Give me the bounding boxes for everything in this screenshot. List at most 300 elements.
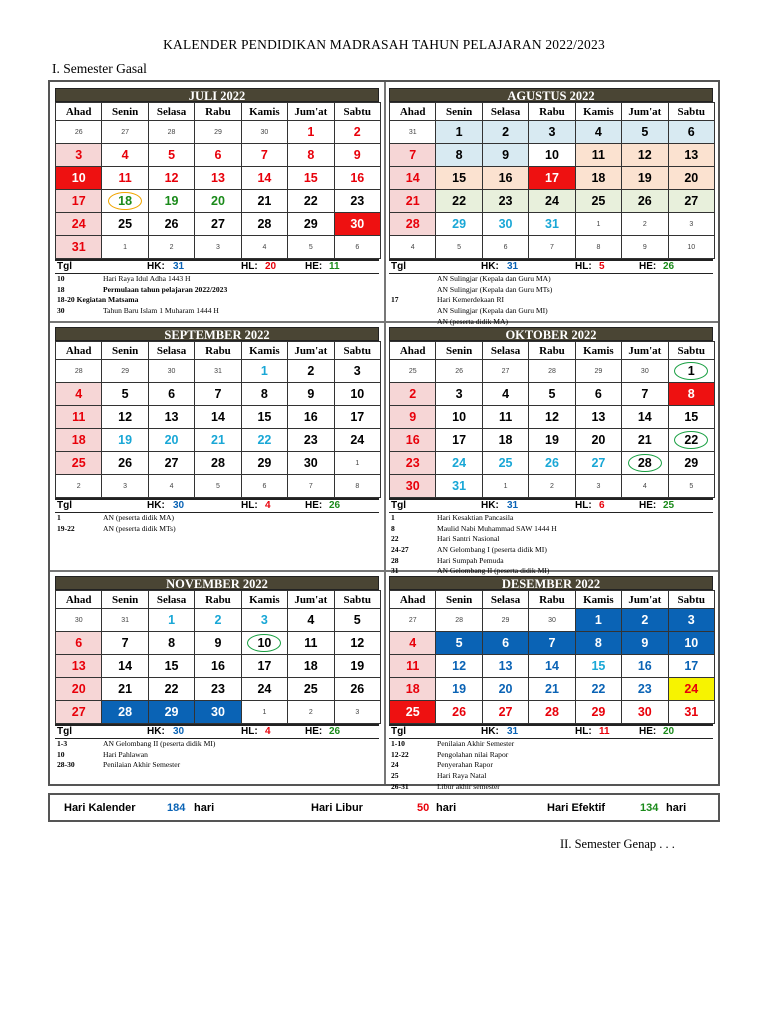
date-cell <box>482 475 528 498</box>
date-number: 27 <box>684 194 699 208</box>
week-row <box>56 236 381 259</box>
day-name-header: Jum'at <box>622 591 668 609</box>
date-cell <box>622 190 668 213</box>
date-cell <box>436 678 482 701</box>
day-name-header: Kamis <box>575 342 621 360</box>
note-text: Hari Santri Nasional <box>437 534 500 544</box>
date-cell <box>148 213 194 236</box>
note-date: 24 <box>391 760 399 770</box>
note-text: Pengolahan nilai Rapor <box>437 749 509 759</box>
date-cell <box>482 360 528 383</box>
date-number: 27 <box>71 705 86 719</box>
week-row <box>390 632 715 655</box>
date-cell <box>241 213 287 236</box>
date-cell <box>56 701 102 724</box>
week-row <box>56 701 381 724</box>
stat-hk-value: 30 <box>173 500 185 511</box>
date-cell <box>148 236 194 259</box>
note-text: Hari Raya Idul Adha 1443 H <box>103 274 191 283</box>
date-cell <box>668 213 714 236</box>
date-cell <box>102 383 148 406</box>
date-number: 29 <box>257 456 272 470</box>
date-number: 17 <box>350 410 365 424</box>
stat-he-label: HE: <box>305 726 323 737</box>
stat-hk-value: 31 <box>173 261 185 272</box>
date-number: 22 <box>452 194 467 208</box>
note-date: 28-30 <box>57 760 75 770</box>
date-cell <box>482 452 528 475</box>
date-cell <box>102 452 148 475</box>
date-number: 6 <box>355 243 360 251</box>
note-date: 26-31 <box>391 781 409 791</box>
date-number: 13 <box>591 410 606 424</box>
week-row <box>390 360 715 383</box>
date-number: 22 <box>257 433 272 447</box>
date-number: 20 <box>498 682 513 696</box>
date-cell <box>390 383 436 406</box>
date-number: 9 <box>353 148 361 162</box>
day-name-header: Senin <box>102 342 148 360</box>
date-cell <box>482 609 528 632</box>
note-text: Penilaian Akhir Semester <box>437 739 515 748</box>
date-number: 21 <box>545 682 559 696</box>
date-cell <box>622 360 668 383</box>
date-cell <box>334 236 380 259</box>
date-cell <box>334 360 380 383</box>
date-number: 2 <box>214 613 222 627</box>
date-cell <box>668 609 714 632</box>
day-name-header: Rabu <box>195 591 241 609</box>
date-cell <box>482 678 528 701</box>
date-cell <box>668 167 714 190</box>
date-number: 31 <box>121 616 130 624</box>
date-cell <box>575 452 621 475</box>
stat-hk-label: HK: <box>147 500 165 511</box>
date-cell <box>334 406 380 429</box>
stat-tgl-label: Tgl <box>391 726 406 737</box>
note-text: AN Gelombang II (peserta didik MI) <box>437 566 550 576</box>
date-cell <box>288 429 334 452</box>
date-cell <box>102 144 148 167</box>
date-number: 8 <box>168 636 176 650</box>
date-cell <box>482 383 528 406</box>
note-text: AN (peserta didik MTs) <box>103 523 176 533</box>
day-name-header: Jum'at <box>288 103 334 121</box>
day-name-header: Ahad <box>390 591 436 609</box>
date-number: 27 <box>498 705 513 719</box>
day-name-header: Selasa <box>148 342 194 360</box>
date-cell <box>195 678 241 701</box>
date-cell <box>436 236 482 259</box>
date-number: 30 <box>405 479 420 493</box>
date-cell <box>390 701 436 724</box>
date-number: 24 <box>684 682 699 696</box>
date-number: 1 <box>455 125 463 139</box>
date-cell <box>102 121 148 144</box>
day-name-header: Senin <box>436 591 482 609</box>
note-text: Hari Pahlawan <box>103 749 148 759</box>
date-number: 1 <box>503 482 508 490</box>
date-number: 31 <box>452 479 467 493</box>
month-title: AGUSTUS 2022 <box>389 88 713 102</box>
date-number: 8 <box>596 243 601 251</box>
date-cell <box>102 609 148 632</box>
note-date: 8 <box>391 523 395 533</box>
month-notes <box>389 274 713 327</box>
date-number: 10 <box>452 410 467 424</box>
date-cell <box>436 452 482 475</box>
date-cell <box>529 406 575 429</box>
date-number: 10 <box>687 243 696 251</box>
date-number: 17 <box>684 659 699 673</box>
date-cell <box>390 121 436 144</box>
day-name-header: Rabu <box>195 103 241 121</box>
date-cell <box>622 452 668 475</box>
note-date: 1 <box>391 513 395 522</box>
date-number: 27 <box>408 616 417 624</box>
note-row <box>55 739 379 750</box>
date-cell <box>436 609 482 632</box>
date-number: 14 <box>637 410 652 424</box>
note-text: Hari Sumpah Pemuda <box>437 555 504 565</box>
month-title: NOVEMBER 2022 <box>55 576 379 590</box>
date-cell <box>288 475 334 498</box>
frame-divider-vertical <box>384 82 386 784</box>
note-date: 1-3 <box>57 739 68 748</box>
date-cell <box>622 609 668 632</box>
date-number: 2 <box>308 708 313 716</box>
stat-hl-label: HL: <box>241 500 258 511</box>
date-number: 15 <box>164 659 179 673</box>
day-name-header: Senin <box>436 103 482 121</box>
date-number: 2 <box>641 613 649 627</box>
date-cell <box>575 609 621 632</box>
date-number: 18 <box>71 433 86 447</box>
note-date: 12-22 <box>391 749 409 759</box>
date-number: 25 <box>303 682 318 696</box>
date-number: 20 <box>591 433 606 447</box>
date-number: 4 <box>307 613 315 627</box>
date-number: 7 <box>409 148 417 162</box>
date-cell <box>390 167 436 190</box>
date-cell <box>195 452 241 475</box>
date-cell <box>575 360 621 383</box>
date-cell <box>334 678 380 701</box>
week-row <box>56 678 381 701</box>
day-name-header: Ahad <box>390 103 436 121</box>
date-number: 22 <box>164 682 179 696</box>
date-number: 17 <box>545 171 559 185</box>
date-number: 29 <box>303 217 318 231</box>
date-cell <box>436 475 482 498</box>
date-number: 3 <box>548 125 556 139</box>
date-cell <box>102 406 148 429</box>
date-number: 30 <box>548 616 556 624</box>
note-row <box>55 760 379 771</box>
date-cell <box>575 167 621 190</box>
date-cell <box>148 475 194 498</box>
stat-hk-label: HK: <box>481 261 499 272</box>
date-number: 11 <box>591 148 605 162</box>
date-number: 28 <box>405 217 420 231</box>
date-number: 9 <box>642 243 647 251</box>
date-cell <box>482 236 528 259</box>
date-number: 28 <box>637 456 652 470</box>
date-cell <box>148 190 194 213</box>
date-number: 5 <box>216 482 220 490</box>
date-cell <box>102 678 148 701</box>
date-cell <box>622 678 668 701</box>
date-cell <box>575 406 621 429</box>
date-number: 26 <box>452 705 467 719</box>
week-row <box>390 167 715 190</box>
date-cell <box>241 167 287 190</box>
date-number: 3 <box>455 387 463 401</box>
note-row <box>55 274 379 285</box>
date-number: 5 <box>353 613 361 627</box>
date-cell <box>195 701 241 724</box>
date-number: 24 <box>545 194 559 208</box>
date-number: 25 <box>405 705 420 719</box>
date-number: 14 <box>118 659 133 673</box>
date-cell <box>575 236 621 259</box>
stat-tgl-label: Tgl <box>391 261 406 272</box>
date-number: 8 <box>307 148 315 162</box>
note-row <box>55 295 379 306</box>
month-calendar <box>55 88 379 317</box>
date-cell <box>102 236 148 259</box>
date-number: 21 <box>637 433 652 447</box>
date-cell <box>195 429 241 452</box>
date-cell <box>622 383 668 406</box>
date-number: 1 <box>596 220 601 228</box>
day-name-header: Sabtu <box>668 342 714 360</box>
note-text: AN (peserta didik MA) <box>437 316 509 326</box>
week-row <box>390 190 715 213</box>
summary-efektif-value: 134 <box>640 802 659 814</box>
date-cell <box>436 429 482 452</box>
date-cell <box>56 678 102 701</box>
note-date: 18 <box>57 284 65 294</box>
semester-label: I. Semester Gasal <box>52 61 147 76</box>
date-cell <box>288 406 334 429</box>
date-number: 15 <box>257 410 272 424</box>
stat-he-label: HE: <box>305 500 323 511</box>
date-cell <box>390 406 436 429</box>
date-cell <box>56 655 102 678</box>
date-cell <box>56 144 102 167</box>
note-date: 28 <box>391 555 399 565</box>
note-date: 1-10 <box>391 739 405 748</box>
semester-genap-label: II. Semester Genap . . . <box>560 837 675 851</box>
date-cell <box>195 167 241 190</box>
date-number: 19 <box>350 659 365 673</box>
week-row <box>56 452 381 475</box>
date-cell <box>148 632 194 655</box>
date-number: 18 <box>405 682 420 696</box>
date-number: 12 <box>452 659 467 673</box>
date-cell <box>668 475 714 498</box>
date-cell <box>575 383 621 406</box>
month-calendar <box>389 576 713 792</box>
date-cell <box>288 678 334 701</box>
note-row <box>55 524 379 535</box>
date-cell <box>148 121 194 144</box>
date-number: 22 <box>684 433 699 447</box>
date-number: 9 <box>214 636 222 650</box>
date-number: 5 <box>457 243 462 251</box>
month-grid <box>55 341 381 498</box>
date-number: 11 <box>304 636 318 650</box>
day-name-header: Rabu <box>529 342 575 360</box>
date-number: 25 <box>118 217 133 231</box>
month-stats <box>55 259 379 274</box>
day-name-header: Ahad <box>390 342 436 360</box>
date-cell <box>529 121 575 144</box>
date-cell <box>482 406 528 429</box>
date-cell <box>668 236 714 259</box>
date-cell <box>288 213 334 236</box>
date-number: 11 <box>406 659 420 673</box>
date-cell <box>334 167 380 190</box>
date-cell <box>529 360 575 383</box>
week-row <box>56 213 381 236</box>
date-cell <box>390 655 436 678</box>
date-cell <box>482 121 528 144</box>
week-row <box>390 678 715 701</box>
month-title: OKTOBER 2022 <box>389 327 713 341</box>
date-cell <box>148 360 194 383</box>
month-notes <box>389 513 713 577</box>
date-number: 30 <box>167 367 176 375</box>
date-number: 5 <box>689 482 694 490</box>
note-row <box>389 513 713 524</box>
date-cell <box>482 144 528 167</box>
day-name-header: Sabtu <box>334 103 380 121</box>
day-name-header: Kamis <box>241 103 287 121</box>
date-cell <box>529 678 575 701</box>
day-name-header: Selasa <box>482 103 528 121</box>
date-cell <box>575 429 621 452</box>
date-number: 2 <box>502 125 510 139</box>
date-cell <box>56 121 102 144</box>
date-cell <box>241 406 287 429</box>
date-number: 28 <box>211 456 225 470</box>
date-cell <box>668 121 714 144</box>
note-text: Hari Kemerdekaan RI <box>437 295 505 305</box>
date-cell <box>390 429 436 452</box>
week-row <box>56 360 381 383</box>
day-name-header: Rabu <box>195 342 241 360</box>
date-cell <box>622 475 668 498</box>
stat-he-label: HE: <box>639 261 657 272</box>
date-number: 23 <box>637 682 652 696</box>
date-cell <box>195 609 241 632</box>
stat-hl-value: 4 <box>265 500 271 511</box>
date-number: 9 <box>409 410 417 424</box>
date-number: 28 <box>548 367 556 375</box>
date-cell <box>288 144 334 167</box>
date-number: 2 <box>307 364 315 378</box>
date-cell <box>668 406 714 429</box>
date-number: 1 <box>355 459 360 467</box>
note-text: Libur akhir semester <box>437 781 500 791</box>
date-number: 29 <box>452 217 467 231</box>
date-cell <box>334 701 380 724</box>
week-row <box>390 609 715 632</box>
month-title: SEPTEMBER 2022 <box>55 327 379 341</box>
day-name-header: Jum'at <box>288 342 334 360</box>
date-number: 20 <box>684 171 699 185</box>
month-grid <box>389 102 715 259</box>
date-number: 3 <box>123 482 128 490</box>
date-cell <box>288 360 334 383</box>
date-number: 12 <box>350 636 365 650</box>
note-row <box>389 274 713 285</box>
date-cell <box>148 452 194 475</box>
note-row <box>55 285 379 296</box>
stat-hl-label: HL: <box>575 500 592 511</box>
note-text: Penilaian Akhir Semester <box>103 760 181 770</box>
date-number: 18 <box>591 171 606 185</box>
month-title: DESEMBER 2022 <box>389 576 713 590</box>
date-cell <box>668 678 714 701</box>
date-number: 5 <box>308 243 313 251</box>
date-cell <box>56 236 102 259</box>
date-cell <box>102 190 148 213</box>
date-cell <box>575 655 621 678</box>
month-notes <box>389 739 713 792</box>
date-number: 3 <box>260 613 268 627</box>
date-cell <box>148 701 194 724</box>
date-cell <box>148 655 194 678</box>
date-cell <box>390 632 436 655</box>
week-row <box>390 452 715 475</box>
date-number: 29 <box>684 456 699 470</box>
date-number: 16 <box>405 433 420 447</box>
note-row <box>389 295 713 306</box>
date-cell <box>195 632 241 655</box>
date-number: 6 <box>502 636 510 650</box>
date-number: 6 <box>687 125 695 139</box>
month-grid <box>389 590 715 724</box>
date-cell <box>148 383 194 406</box>
note-row <box>389 524 713 535</box>
date-cell <box>482 429 528 452</box>
stat-tgl-label: Tgl <box>391 500 406 511</box>
date-cell <box>241 609 287 632</box>
date-number: 10 <box>257 636 272 650</box>
date-number: 13 <box>684 148 699 162</box>
date-cell <box>102 213 148 236</box>
note-text: AN Sulingjar (Kepala dan Guru MI) <box>437 306 548 316</box>
date-number: 19 <box>637 171 652 185</box>
date-number: 4 <box>502 387 510 401</box>
date-cell <box>195 236 241 259</box>
date-cell <box>622 167 668 190</box>
date-cell <box>622 701 668 724</box>
date-number: 12 <box>545 410 559 424</box>
month-grid <box>55 590 381 724</box>
date-number: 20 <box>211 194 225 208</box>
date-number: 4 <box>410 243 415 251</box>
date-number: 1 <box>594 613 602 627</box>
date-cell <box>575 121 621 144</box>
date-cell <box>390 475 436 498</box>
month-calendar <box>389 327 713 577</box>
week-row <box>390 701 715 724</box>
note-row <box>389 556 713 567</box>
